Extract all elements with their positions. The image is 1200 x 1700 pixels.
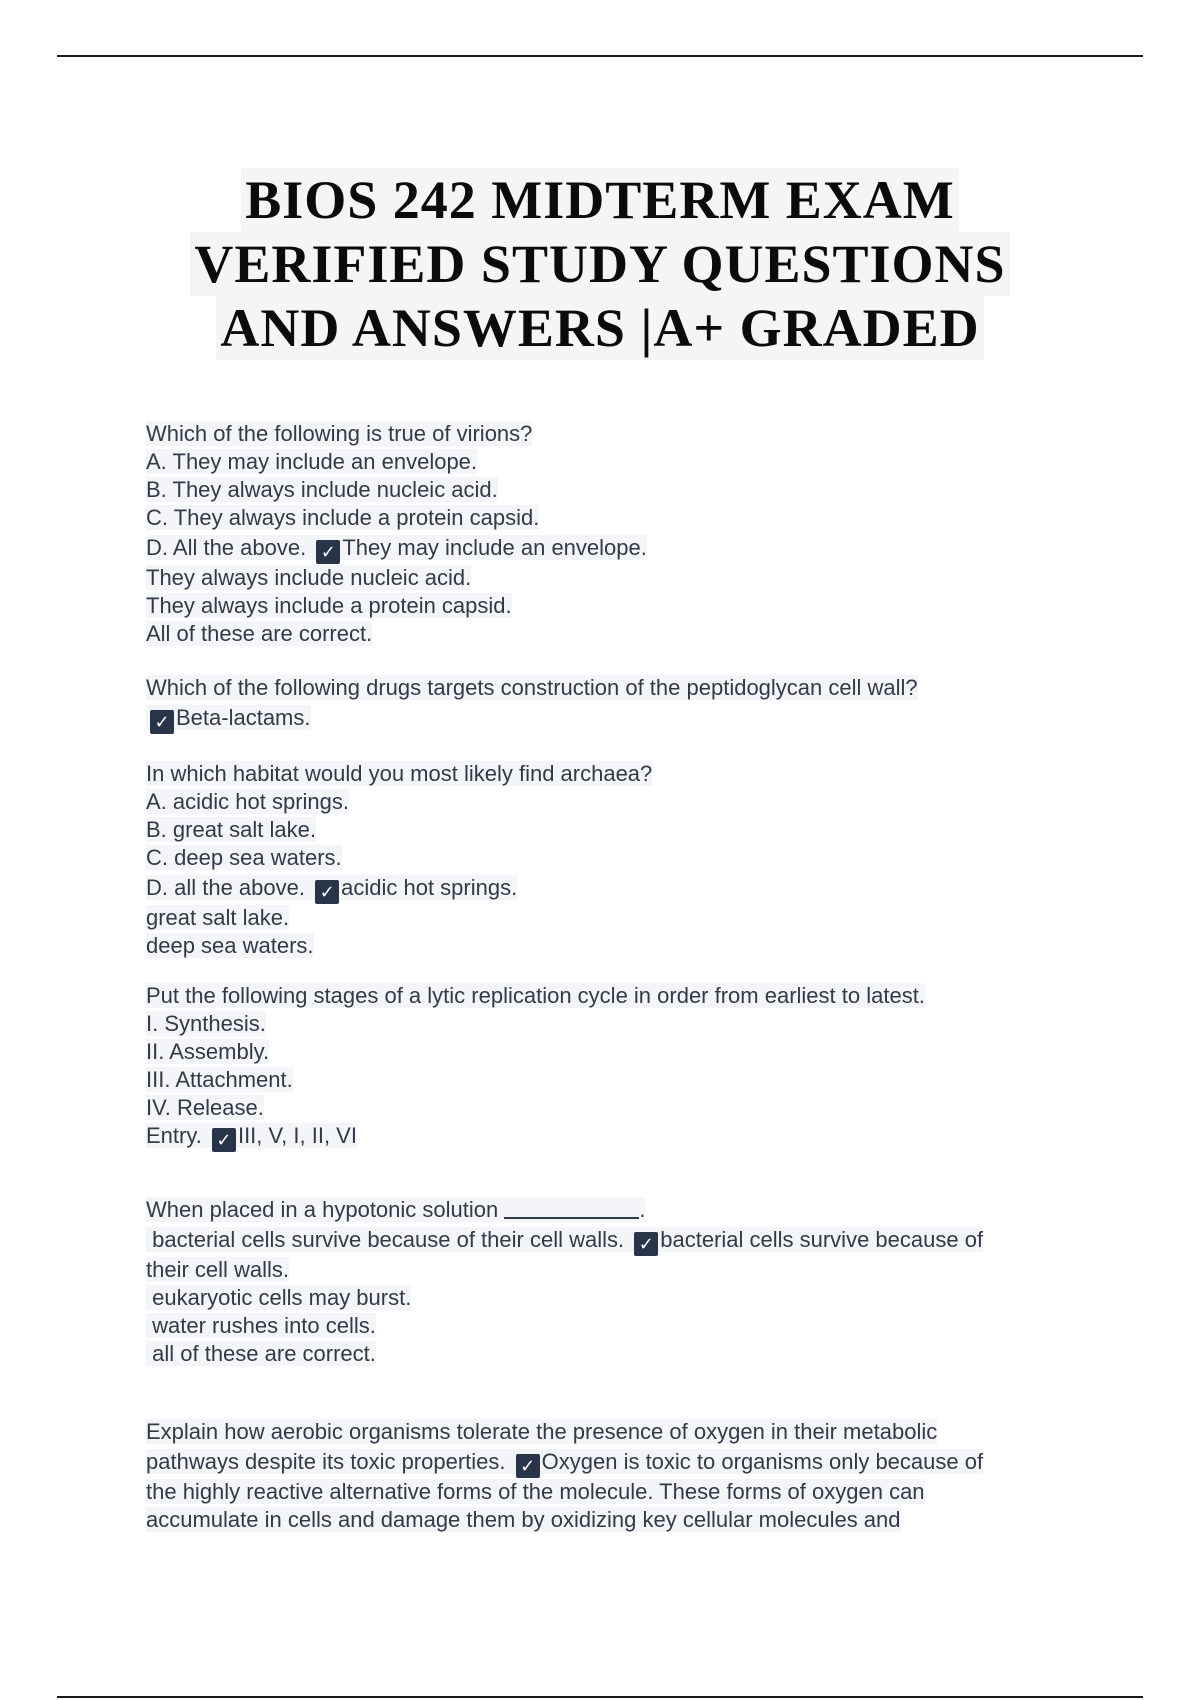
option-iii: III. Attachment. <box>146 1067 293 1092</box>
option-entry: Entry. <box>146 1123 202 1148</box>
question-block-virions <box>146 420 1086 648</box>
question-text-continued: pathways despite its toxic properties. <box>146 1449 506 1474</box>
question-text: In which habitat would you most likely find archaea? <box>146 761 653 786</box>
check-box-icon: ✓ <box>315 880 339 904</box>
answer-blank <box>504 1199 639 1219</box>
answer-text: All of these are correct. <box>146 621 373 646</box>
option-c: C. deep sea waters. <box>146 845 342 870</box>
question-text: When placed in a hypotonic solution <box>146 1197 499 1222</box>
question-text: Which of the following drugs targets construction of the peptidoglycan cell wall? <box>146 675 918 700</box>
question-block-archaea <box>146 760 1086 960</box>
title-line-2: VERIFIED STUDY QUESTIONS <box>190 232 1009 296</box>
option-a: A. acidic hot springs. <box>146 789 349 814</box>
option-d: D. all the above. <box>146 875 305 900</box>
option-4: all of these are correct. <box>152 1341 376 1366</box>
question-block-hypotonic <box>146 1196 1086 1368</box>
answer-text: III, V, I, II, VI <box>237 1123 357 1148</box>
option-i: I. Synthesis. <box>146 1011 266 1036</box>
option-a: A. They may include an envelope. <box>146 449 478 474</box>
answer-text: They always include a protein capsid. <box>146 593 512 618</box>
question-text: Which of the following is true of virions? <box>146 421 533 446</box>
answer-text: Beta-lactams. <box>176 705 311 730</box>
answer-text: Oxygen is toxic to organisms only because of <box>541 1449 984 1474</box>
option-ii: II. Assembly. <box>146 1039 270 1064</box>
question-text: Put the following stages of a lytic replication cycle in order from earliest to latest. <box>146 983 925 1008</box>
answer-text: They may include an envelope. <box>342 535 647 560</box>
title-line-3: AND ANSWERS |A+ GRADED <box>216 296 983 360</box>
check-box-icon: ✓ <box>150 710 174 734</box>
option-3: water rushes into cells. <box>152 1313 376 1338</box>
title-line-1: BIOS 242 MIDTERM EXAM <box>241 168 959 232</box>
option-b: B. They always include nucleic acid. <box>146 477 498 502</box>
question-block-lytic-cycle <box>146 982 1086 1150</box>
document-title <box>150 168 1050 360</box>
option-c: C. They always include a protein capsid. <box>146 505 540 530</box>
check-box-icon: ✓ <box>516 1454 540 1478</box>
answer-text: acidic hot springs. <box>341 875 518 900</box>
top-divider <box>57 55 1143 57</box>
option-1: bacterial cells survive because of their cell walls. <box>152 1227 625 1252</box>
check-box-icon: ✓ <box>316 540 340 564</box>
answer-text-continued: their cell walls. <box>146 1257 290 1282</box>
answer-text-continued: accumulate in cells and damage them by oxidizing key cellular molecules and <box>146 1507 901 1532</box>
answer-text: bacterial cells survive because of <box>660 1227 984 1252</box>
option-iv: IV. Release. <box>146 1095 264 1120</box>
question-block-peptidoglycan <box>146 674 1086 734</box>
answer-text: deep sea waters. <box>146 933 314 958</box>
answer-text: great salt lake. <box>146 905 290 930</box>
qa-content <box>146 420 1086 1534</box>
option-d: D. All the above. <box>146 535 307 560</box>
answer-text: They always include nucleic acid. <box>146 565 472 590</box>
question-end: . <box>639 1197 646 1222</box>
check-box-icon: ✓ <box>634 1232 658 1256</box>
question-block-aerobic <box>146 1418 1086 1534</box>
option-2: eukaryotic cells may burst. <box>152 1285 412 1310</box>
option-b: B. great salt lake. <box>146 817 316 842</box>
answer-text-continued: the highly reactive alternative forms of the molecule. These forms of oxygen can <box>146 1479 925 1504</box>
question-text: Explain how aerobic organisms tolerate the presence of oxygen in their metabolic <box>146 1419 938 1444</box>
check-box-icon: ✓ <box>212 1128 236 1152</box>
bottom-divider <box>57 1696 1143 1698</box>
